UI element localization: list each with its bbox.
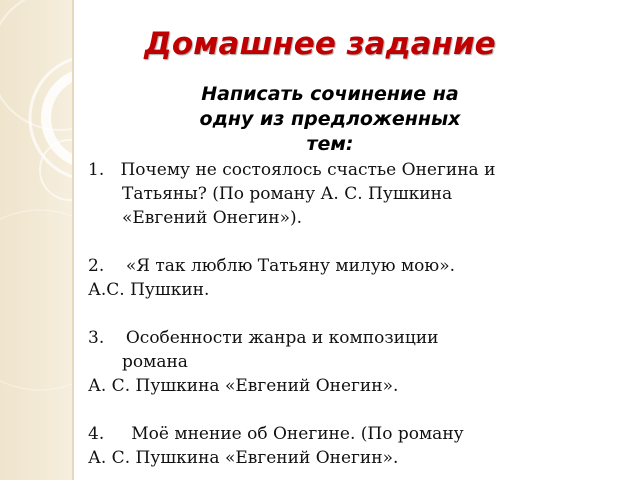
topic-text: Моё мнение об Онегине. (По роману bbox=[131, 424, 464, 444]
topic-list bbox=[88, 158, 628, 470]
subtitle-line: Написать сочинение на bbox=[201, 83, 459, 105]
topic-2-line-1 bbox=[88, 254, 628, 278]
slide-title: Домашнее задание bbox=[144, 26, 496, 62]
topic-2-line-2: А.С. Пушкин. bbox=[88, 280, 210, 300]
topic-1-line-2: Татьяны? (По роману А. С. Пушкина bbox=[122, 184, 453, 204]
topic-text: Особенности жанра и композиции bbox=[125, 328, 439, 348]
topic-number: 4. bbox=[88, 424, 105, 444]
subtitle-line: одну из предложенных bbox=[199, 108, 461, 130]
topic-number: 1. bbox=[88, 160, 105, 180]
topic-1-line-1 bbox=[88, 158, 628, 182]
decorative-sidebar bbox=[0, 0, 72, 480]
topic-number: 3. bbox=[88, 328, 105, 348]
topic-3-line-2: романа bbox=[122, 352, 188, 372]
slide-subtitle bbox=[140, 82, 520, 157]
topic-number: 2. bbox=[88, 256, 105, 276]
topic-3-line-3: А. С. Пушкина «Евгений Онегин». bbox=[88, 376, 399, 396]
topic-3-line-1 bbox=[88, 326, 628, 350]
topic-4-line-2: А. С. Пушкина «Евгений Онегин». bbox=[88, 448, 399, 468]
topic-text: «Я так люблю Татьяну милую мою». bbox=[125, 256, 456, 276]
topic-4-line-1 bbox=[88, 422, 628, 446]
sidebar-divider bbox=[72, 0, 74, 480]
topic-1-line-3: «Евгений Онегин»). bbox=[122, 208, 303, 228]
topic-text: Почему не состоялось счастье Онегина и bbox=[120, 160, 496, 180]
subtitle-line: тем: bbox=[306, 133, 354, 155]
